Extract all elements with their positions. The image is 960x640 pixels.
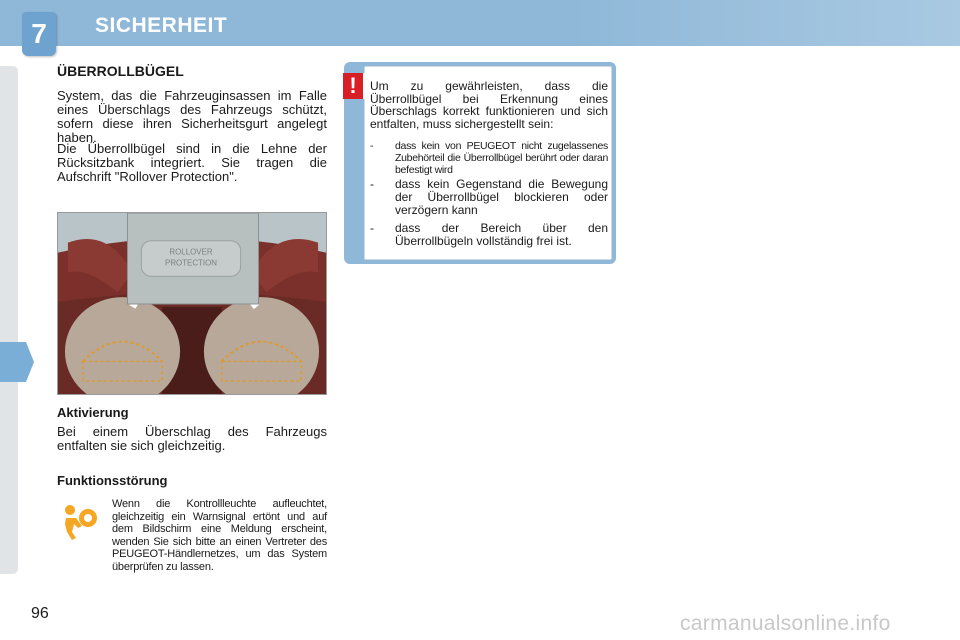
airbag-warning-icon xyxy=(62,504,102,540)
activation-text: Bei einem Überschlag des Fahrzeugs entfalten sie sich gleichzeitig. xyxy=(57,424,327,453)
chapter-number: 7 xyxy=(31,18,47,49)
section-title: SICHERHEIT xyxy=(95,14,228,37)
activation-heading: Aktivierung xyxy=(57,405,129,420)
rollover-bar-photo xyxy=(57,212,327,395)
page-number: 96 xyxy=(31,605,49,622)
rollover-label-line2: PROTECTION xyxy=(165,258,217,268)
warning-exclamation-icon: ! xyxy=(343,73,363,99)
list-dash: - xyxy=(370,177,374,191)
list-dash: - xyxy=(370,140,374,152)
watermark: carmanualsonline.info xyxy=(680,612,891,635)
malfunction-heading: Funktionsstörung xyxy=(57,473,168,488)
list-item-text: dass kein von PEUGEOT nicht zugelassenes Zubehörteil die Überrollbügel berührt oder daran befestigt wird xyxy=(395,140,608,176)
intro-paragraph: System, das die Fahrzeuginsassen im Falle eines Überschlags des Fahrzeugs schützt, sofern diese ihren Sicherheitsgurt angelegt haben. xyxy=(57,88,327,145)
warning-intro: Um zu gewährleisten, dass die Überrollbügel bei Erkennung eines Überschlags korrekt funktionieren und sich entfalten, muss sichergestellt sein: xyxy=(370,79,608,131)
malfunction-text: Wenn die Kontrollleuchte aufleuchtet, gleichzeitig ein Warnsignal ertönt und auf dem Bildschirm eine Meldung erscheint, wenden Sie sich bitte an einen Vertreter des PEUGEOT-Händlernetzes, um das System überprüfen zu lassen. xyxy=(112,498,327,573)
rollover-label-line1: ROLLOVER xyxy=(169,247,213,257)
list-item-text: dass der Bereich über den Überrollbügeln vollständig frei ist. xyxy=(395,221,608,248)
section-heading-rollover-bars: ÜBERROLLBÜGEL xyxy=(57,63,184,79)
list-item-text: dass kein Gegenstand die Bewegung der Überrollbügel blockieren oder verzögern kann xyxy=(395,177,608,217)
location-paragraph: Die Überrollbügel sind in die Lehne der Rücksitzbank integriert. Sie tragen die Aufschrift "Rollover Protection". xyxy=(57,141,327,184)
side-navigation-rail xyxy=(0,66,34,574)
side-rail-active-tab xyxy=(0,342,34,382)
list-dash: - xyxy=(370,221,374,235)
